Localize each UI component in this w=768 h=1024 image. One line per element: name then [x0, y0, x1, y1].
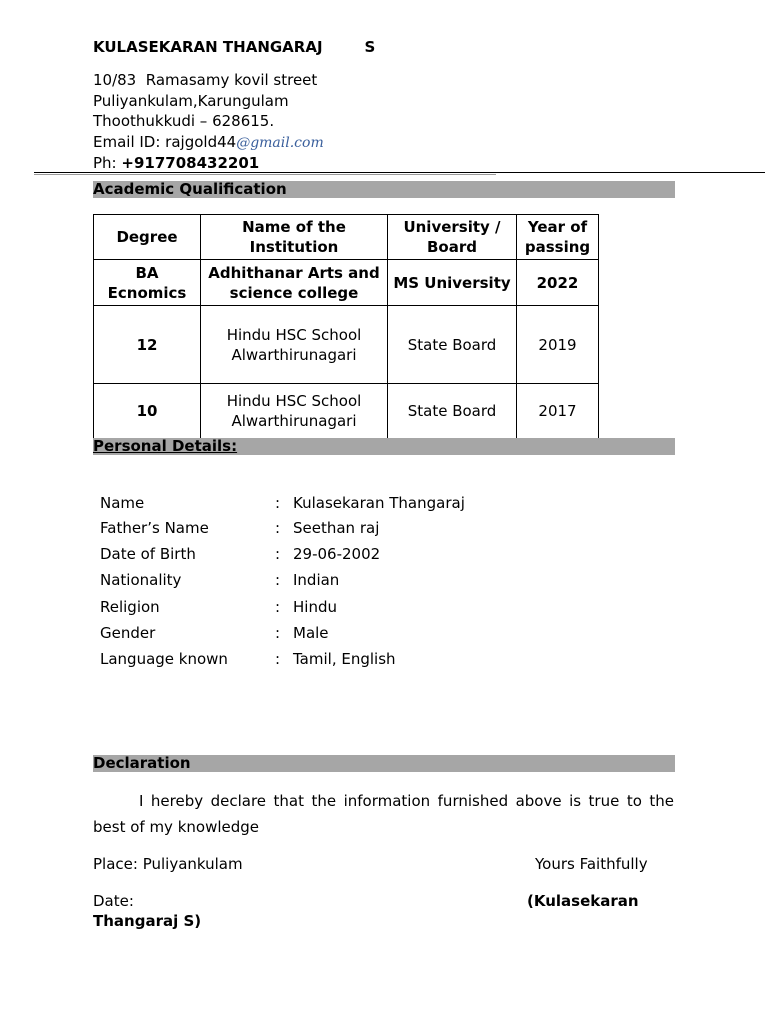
cell-board: State Board — [388, 384, 517, 439]
field-separator: : — [275, 519, 281, 537]
place-line: Place: Puliyankulam — [93, 855, 243, 873]
field-value: 29-06-2002 — [293, 545, 381, 563]
phone-label: Ph: — [93, 154, 122, 172]
field-separator: : — [275, 571, 281, 589]
field-label: Religion — [100, 598, 160, 616]
academic-section-heading — [93, 181, 675, 198]
cell-institution: Hindu HSC School Alwarthirunagari — [201, 384, 388, 439]
field-separator: : — [275, 598, 281, 616]
date-line: Date: — [93, 892, 134, 910]
cell-degree: BA Ecnomics — [94, 260, 201, 306]
cell-degree: 12 — [94, 306, 201, 384]
field-separator: : — [275, 650, 281, 668]
column-header-institution: Name of the Institution — [201, 215, 388, 260]
header-divider-shadow — [34, 174, 496, 175]
address-line-1: 10/83 Ramasamy kovil street — [93, 71, 318, 89]
email-line — [93, 132, 324, 154]
column-header-year: Year of passing — [517, 215, 599, 260]
declaration-section-heading — [93, 755, 675, 772]
field-value: Kulasekaran Thangaraj — [293, 494, 465, 512]
table-row — [94, 384, 599, 439]
cell-year: 2022 — [517, 260, 599, 306]
field-label: Nationality — [100, 571, 182, 589]
column-header-board: University / Board — [388, 215, 517, 260]
signature-line-1: (Kulasekaran — [527, 892, 639, 910]
declaration-heading-text: Declaration — [93, 754, 191, 772]
address-line-2: Puliyankulam,Karungulam — [93, 91, 289, 110]
candidate-name-suffix: S — [364, 38, 376, 56]
academic-heading-text: Academic Qualification — [93, 180, 287, 198]
cell-board: State Board — [388, 306, 517, 384]
signature-line-2: Thangaraj S) — [93, 912, 202, 930]
phone-line — [93, 153, 324, 174]
field-label: Father’s Name — [100, 519, 209, 537]
cell-board: MS University — [388, 260, 517, 306]
personal-section-heading — [93, 438, 675, 455]
contact-block — [93, 70, 324, 174]
field-separator: : — [275, 545, 281, 563]
cell-degree: 10 — [94, 384, 201, 439]
field-value: Hindu — [293, 598, 337, 616]
declaration-text: I hereby declare that the information furnished above is true to the best of my knowledge — [93, 792, 674, 836]
email-domain-link[interactable]: @gmail.com — [236, 134, 324, 151]
field-label: Date of Birth — [100, 545, 196, 563]
header-divider — [34, 172, 765, 173]
address-line-3: Thoothukkudi – 628615. — [93, 112, 275, 130]
field-label: Language known — [100, 650, 228, 668]
cell-year: 2017 — [517, 384, 599, 439]
field-value: Seethan raj — [293, 519, 380, 537]
field-value: Indian — [293, 571, 340, 589]
field-label: Gender — [100, 624, 156, 642]
field-label: Name — [100, 494, 145, 512]
field-separator: : — [275, 494, 281, 512]
phone-number: +917708432201 — [121, 154, 260, 172]
qualification-table — [93, 214, 599, 439]
field-value: Male — [293, 624, 329, 642]
column-header-degree: Degree — [94, 215, 201, 260]
table-header-row — [94, 215, 599, 260]
email-label: Email ID: rajgold44 — [93, 132, 237, 151]
table-row — [94, 306, 599, 384]
field-value: Tamil, English — [293, 650, 396, 668]
cell-institution: Hindu HSC School Alwarthirunagari — [201, 306, 388, 384]
cell-year: 2019 — [517, 306, 599, 384]
cell-institution: Adhithanar Arts and science college — [201, 260, 388, 306]
closing-line: Yours Faithfully — [535, 855, 648, 873]
field-separator: : — [275, 624, 281, 642]
personal-heading-text: Personal Details: — [93, 437, 238, 455]
table-row — [94, 260, 599, 306]
candidate-name — [93, 38, 375, 56]
candidate-name-text: KULASEKARAN THANGARAJ — [93, 38, 323, 56]
